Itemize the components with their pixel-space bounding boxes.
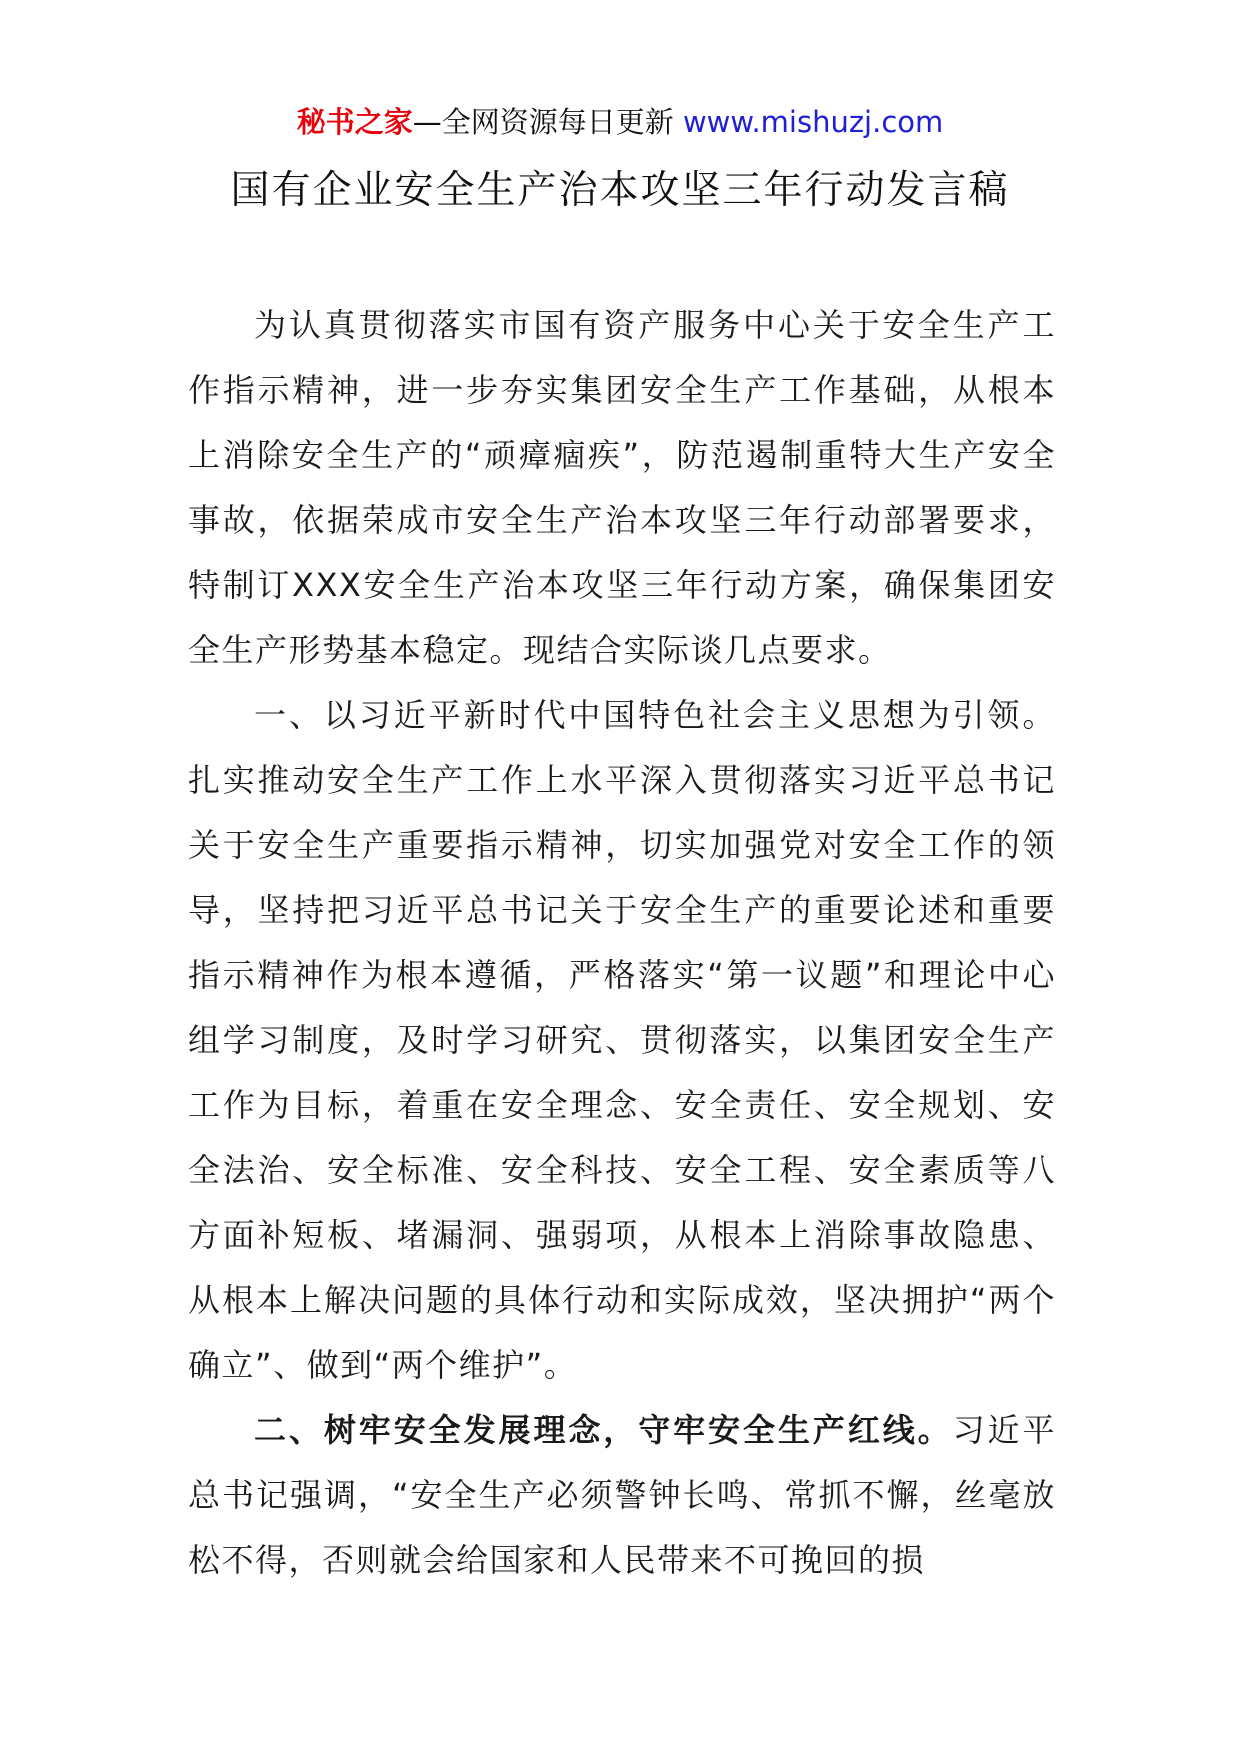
document-title: 国有企业安全生产治本攻坚三年行动发言稿	[230, 168, 1010, 213]
paragraph-text: 为认真贯彻落实市国有资产服务中心关于安全生产工作指示精神，进一步夯实集团安全生产工作基础，从根本上消除安全生产的“顽瘴痼疾”，防范遏制重特大生产安全事故，依据荣成市安全生产治本攻坚三年行动部署要求，特制订XXX安全生产治本攻坚三年行动方案，确保集团安全生产形势基本稳定。现结合实际谈几点要求。	[188, 306, 1056, 669]
section-heading: 二、树牢安全发展理念，守牢安全生产红线。	[254, 1411, 953, 1449]
section-heading: 一、以习近平新时代中国特色社会主义思想为引领。	[254, 696, 1056, 734]
document-body	[188, 293, 1056, 1593]
paragraph-text: 扎实推动安全生产工作上水平深入贯彻落实习近平总书记关于安全生产重要指示精神，切实加强党对安全工作的领导，坚持把习近平总书记关于安全生产的重要论述和重要指示精神作为根本遵循，严格落实“第一议题”和理论中心组学习制度，及时学习研究、贯彻落实，以集团安全生产工作为目标，着重在安全理念、安全责任、安全规划、安全法治、安全标准、安全科技、安全工程、安全素质等八方面补短板、堵漏洞、强弱项，从根本上消除事故隐患、从根本上解决问题的具体行动和实际成效，坚决拥护“两个确立”、做到“两个维护”。	[188, 761, 1056, 1384]
header-slogan: 全网资源每日更新	[441, 105, 674, 139]
brand-name: 秘书之家	[296, 105, 413, 139]
paragraph-section-1	[188, 683, 1056, 1398]
site-header	[0, 100, 1240, 144]
paragraph-intro	[188, 293, 1056, 683]
paragraph-text: 习近平总书记强调，“安全生产必须警钟长鸣、常抓不懈，丝毫放松不得，否则就会给国家和人民带来不可挽回的损	[188, 1411, 1056, 1579]
header-dash: —	[412, 105, 442, 139]
paragraph-section-2	[188, 1398, 1056, 1593]
site-url-link[interactable]: www.mishuzj.com	[682, 105, 944, 139]
